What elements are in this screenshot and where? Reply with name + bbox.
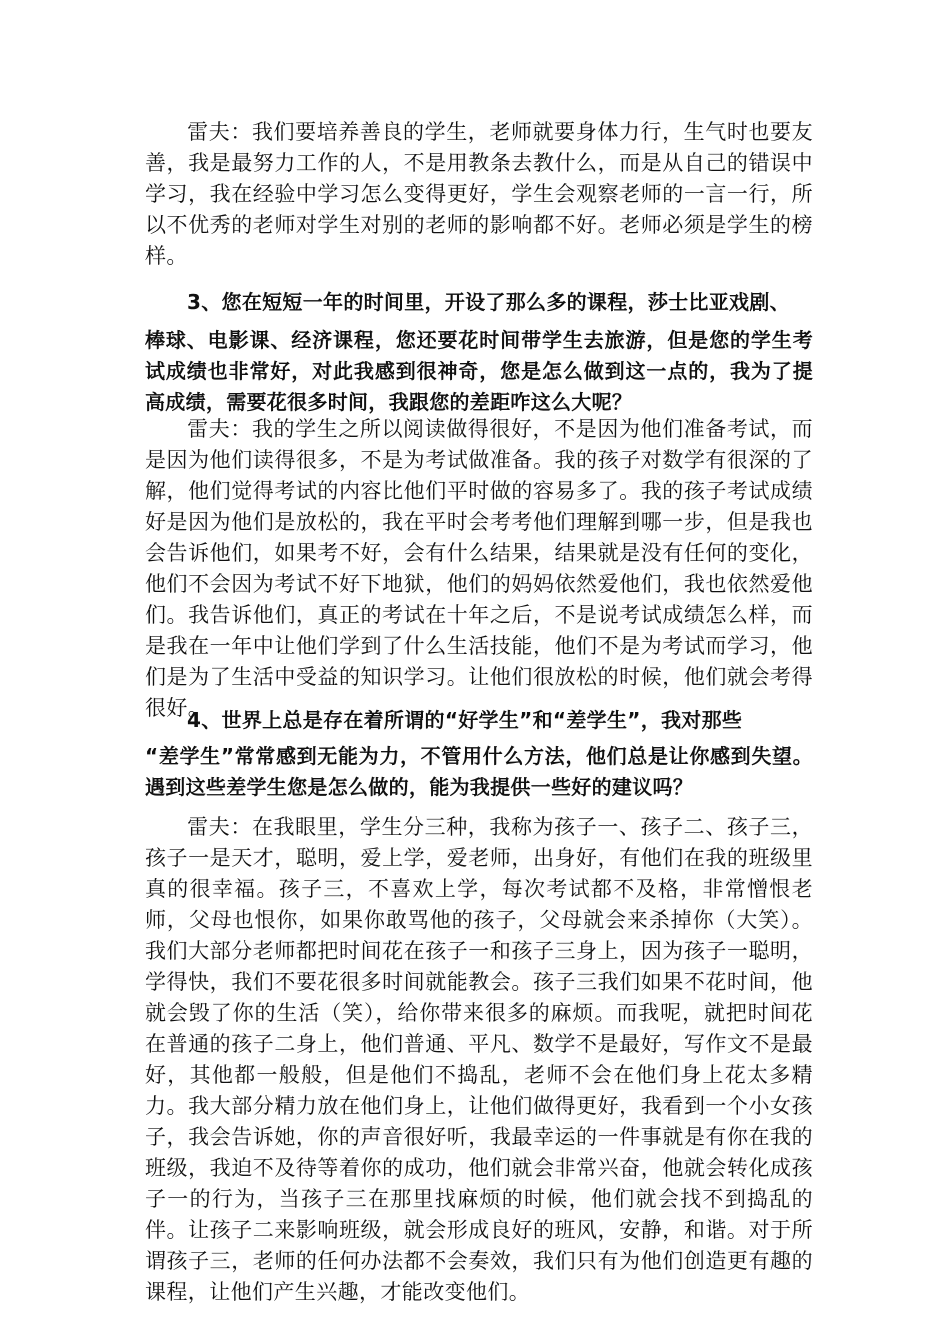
answer-paragraph-2 bbox=[145, 414, 813, 724]
question-4-first-line bbox=[145, 705, 813, 736]
answer-paragraph-3 bbox=[145, 812, 813, 1308]
question-4-continuation: “差学生”常常感到无能为力，不管用什么方法，他们总是让你感到失望。遇到这些差学生您是怎么做的，能为我提供一些好的建议吗？ bbox=[145, 744, 813, 799]
answer-paragraph-3-text: 雷夫：在我眼里，学生分三种，我称为孩子一、孩子二、孩子三，孩子一是天才，聪明，爱上学，爱老师，出身好，有他们在我的班级里真的很幸福。孩子三，不喜欢上学，每次考试都不及格，非常憎恨老师，父母也恨你，如果你敢骂他的孩子，父母就会来杀掉你（大笑）。我们大部分老师都把时间花在孩子一和孩子三身上，因为孩子一聪明，学得快，我们不要花很多时间就能教会。孩子三我们如果不花时间，他就会毁了你的生活（笑），给你带来很多的麻烦。而我呢，就把时间花在普通的孩子二身上，他们普通、平凡、数学不是最好，写作文不是最好，其他都一般般，但是他们不捣乱，老师不会在他们身上花太多精力。我大部分精力放在他们身上，让他们做得更好，我看到一个小女孩子，我会告诉她，你的声音很好听，我最幸运的一件事就是有你在我的班级，我迫不及待等着你的成功，他们就会非常兴奋，他就会转化成孩子一的行为，当孩子三在那里找麻烦的时候，他们就会找不到捣乱的伴。让孩子二来影响班级，就会形成良好的班风，安静，和谐。对于所谓孩子三，老师的任何办法都不会奏效，我们只有为他们创造更有趣的课程，让他们产生兴趣，才能改变他们。 bbox=[145, 815, 813, 1304]
question-3-continuation: 棒球、电影课、经济课程，您还要花时间带学生去旅游，但是您的学生考试成绩也非常好，对此我感到很神奇，您是怎么做到这一点的，我为了提高成绩，需要花很多时间，我跟您的差距咋这么大呢？ bbox=[145, 328, 813, 414]
answer-paragraph-1-text: 雷夫：我们要培养善良的学生，老师就要身体力行，生气时也要友善，我是最努力工作的人，不是用教条去教什么，而是从自己的错误中学习，我在经验中学习怎么变得更好，学生会观察老师的一言一行，所以不优秀的老师对学生对别的老师的影响都不好。老师必须是学生的榜样。 bbox=[145, 120, 813, 268]
answer-paragraph-1 bbox=[145, 117, 813, 272]
answer-paragraph-2-text: 雷夫：我的学生之所以阅读做得很好，不是因为他们准备考试，而是因为他们读得很多，不是为考试做准备。我的孩子对数学有很深的了解，他们觉得考试的内容比他们平时做的容易多了。我的孩子考试成绩好是因为他们是放松的，我在平时会考考他们理解到哪一步，但是我也会告诉他们，如果考不好，会有什么结果，结果就是没有任何的变化，他们不会因为考试不好下地狱，他们的妈妈依然爱他们，我也依然爱他们。我告诉他们，真正的考试在十年之后，不是说考试成绩怎么样，而是我在一年中让他们学到了什么生活技能，他们不是为考试而学习，他们是为了生活中受益的知识学习。让他们很放松的时候，他们就会考得很好。 bbox=[145, 417, 813, 720]
question-4-first-line-text: 4、世界上总是存在着所谓的“好学生”和“差学生”，我对那些 bbox=[187, 708, 743, 732]
question-3-first-line bbox=[145, 287, 813, 318]
question-3-first-line-text: 3、您在短短一年的时间里，开设了那么多的课程，莎士比亚戏剧、 bbox=[187, 290, 790, 314]
